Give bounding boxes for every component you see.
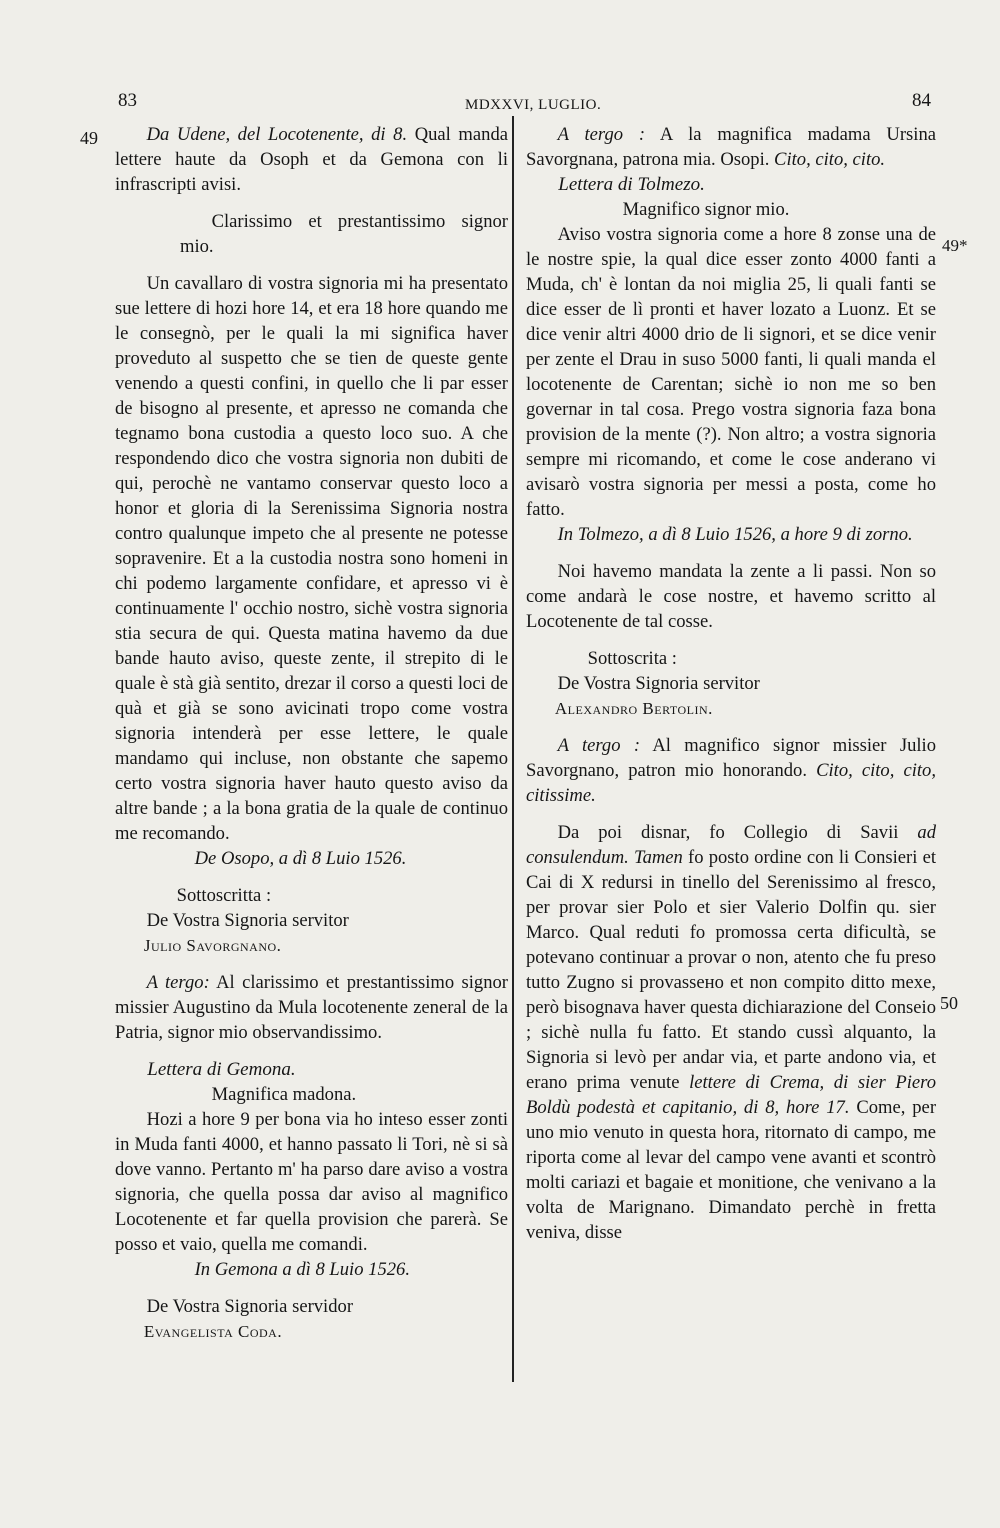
- paragraph-5: Noi havemo mandata la zente a li passi. Non so come andarà le cose nostre, et havemo scritto al Locotenente de tal cosse.: [526, 561, 936, 632]
- sottoscrita-label: Sottoscrita :: [587, 648, 677, 669]
- tergo-paragraph: A tergo: Al clarissimo et prestantissimo signor missier Augustino da Mula locotenente zeneral de la Patria, signor mio observandissimo.: [115, 972, 508, 1043]
- tergo-paragraph: A tergo : A la magnifica madama Ursina Savorgnana, patrona mia. Osopi. Cito, cito, cito.: [526, 124, 936, 170]
- paragraph-4: Aviso vostra signoria come a hore 8 zonse una de le nostre spie, la qual dice esser zonto 4000 fanti a Muda, ch' è lontan da noi miglia 25, li quali fanti se dice esser de lì pronti et haver lozato a Luonz. Et se dice venir altri 4000 drio de li signori, et se dice venir per zente el Drau in suso 5000 fanti, li quali manda el locotenente de Carentan; sichè io non me so ben governar in tal cosa. Prego vostra signoria faza bona provision de la mente (?). Non altro; a vostra signoria sempre mi ricomando, et come le cose anderano vi avisarò vostra signoria per messi a posta, come ho fatto.: [526, 224, 936, 520]
- paragraph-6: Da poi disnar, fo Collegio di Savii ad consulendum. Tamen fo posto ordine con li Consieri et Cai di X redursi in tinello del Serenissimo al fresco, per provar sier Polo et sier Valerio Dolfin qu. sier Marco. Qual reduti fo promossa certa dificultà, se potevano continuar a provar o non, atento che fu preso tutto Zugno si provassено et non compito ditto mexe, però bisognava haver questa dichiarazione del Conseio ; sichè nulla fu fatto. Et stando cussì alquanto, la Signoria si levò per andar via, et parte andono via, et erano prima venute lettere di Crema, di sier Piero Boldù podestà et capitanio, di 8, hore 17. Come, per uno mio venuto in questa hora, ritornato di campo, me riporta come al levar del campo vene avanti et scontrò molti cariazi et bagaie et monitione, che venivano a la volta de Marignano. Dimandato perchè in fretta veniva, disse: [526, 822, 937, 1243]
- signature-line: De Vostra Signoria servidor: [146, 1296, 354, 1317]
- margin-number-50: 50: [940, 993, 958, 1013]
- date-line: In Tolmezo, a dì 8 Luio 1526, a hore 9 di zorno.: [557, 524, 913, 545]
- signature-name: Julio Savorgnano.: [143, 936, 282, 955]
- paragraph-3: Hozi a hore 9 per bona via ho inteso esser zonti in Muda fanti 4000, et hanno passato li Tori, nè si sà dove vanno. Pertanto m' ha parso dare aviso a vostra signoria, che quella possa dar aviso al magnifico Locotenente et far quella provision che parerà. Se posso et vaio, quella me comandi.: [115, 1109, 508, 1255]
- margin-number-49: 49: [80, 128, 98, 148]
- running-header: MDXXVI, LUGLIO.: [465, 97, 602, 113]
- date-line: In Gemona a dì 8 Luio 1526.: [194, 1259, 410, 1280]
- salutation: Magnifico signor mio.: [622, 199, 790, 220]
- letter-heading: Lettera di Gemona.: [147, 1059, 296, 1080]
- paragraph-2: Un cavallaro di vostra signoria mi ha presentato sue lettere di hozi hore 14, et era 18 hore quando me le consegnò, per le quali la mi significa haver proveduto al suspetto che se tien de queste gente venendo a questi confini, in quello che li par esser de bisogno al presente, et apresso ne comanda che tegnamo bona custodia a questo loco suo. A che respondendo dico che vostra signoria non dubiti de qui, perochè ne vantamo conservar questo loco a honor et gloria di la Serenissima Signoria nostra contro qualunque impeto che al presente ne potesse sopravenire. Et a la custodia nostra sono homeni in chi podemo largamente confidare, et apresso vi è continuamente l' occhio nostro, sichè vostra signoria stia secura de qui. Questa matina havemo da due bande hauto aviso, queste zente, il strepito di le quale è stà già sentito, drezar il corso a questi loci de quà et già se sono avicinati tropo come vostra signoria intenderà per esse lettere, le quale mandamo qui incluse, non obstante che sapemo certo vostra signoria haver hauto questo aviso da altre bande ; a la bona gratia de la quale de continuo me recomando.: [115, 273, 508, 844]
- margin-number-49-star: 49*: [942, 236, 968, 255]
- signature-name: Alexandro Bertolin.: [554, 699, 713, 718]
- right-column: [526, 122, 936, 1245]
- page-number-right: 84: [912, 90, 931, 111]
- salutation: Magnifica madona.: [211, 1084, 357, 1105]
- letter-heading: Lettera di Tolmezo.: [558, 174, 705, 195]
- signature-line: De Vostra Signoria servitor: [557, 673, 760, 694]
- paragraph-1: Da Udene, del Locotenente, di 8. Qual manda lettere haute da Osoph et da Gemona con li infrascripti avisi.: [115, 124, 508, 195]
- column-divider: [512, 116, 514, 1382]
- sottoscritta-label: Sottoscritta :: [176, 885, 272, 906]
- tergo-paragraph: A tergo : Al magnifico signor missier Julio Savorgnano, patron mio honorando. Cito, cito, cito, citissime.: [526, 735, 936, 806]
- sender-heading: Da Udene, del Locotenente, di 8.: [146, 124, 408, 145]
- salutation: Clarissimo et prestantissimo signor mio.: [180, 211, 508, 257]
- left-column: [115, 122, 508, 1344]
- signature-name: Evangelista Coda.: [143, 1322, 283, 1341]
- date-line: De Osopo, a dì 8 Luio 1526.: [194, 848, 407, 869]
- signature-line: De Vostra Signoria servitor: [146, 910, 349, 931]
- page-number-left: 83: [118, 90, 137, 111]
